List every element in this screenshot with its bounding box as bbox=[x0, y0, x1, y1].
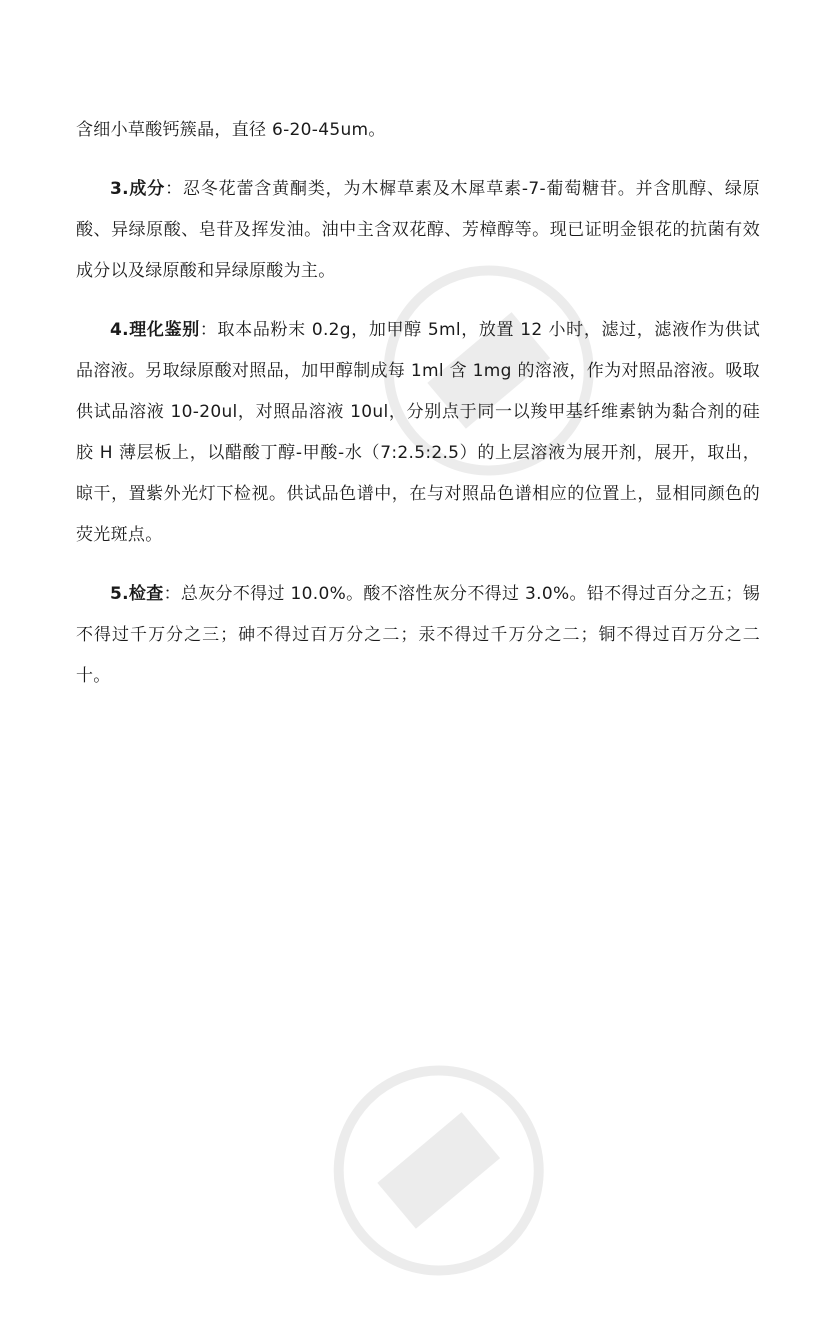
intro-paragraph: 含细小草酸钙簇晶，直径 6-20-45um。 bbox=[76, 120, 386, 140]
section-body: ：取本品粉末 0.2g，加甲醇 5ml，放置 12 小时，滤过，滤液作为供试品溶液。另取绿原酸对照品，加甲醇制成每 1ml 含 1mg 的溶液，作为对照品溶液。吸取供试品溶液 10-20ul，对照品溶液 10ul，分别点于同一以羧甲基纤维素钠为黏合剂的硅胶 H 薄层板上，以醋酸丁醇-甲酸-水（7:2.5:2.5）的上层溶液为展开剂，展开，取出，晾干，置紫外光灯下检视。供试品色谱中，在与对照品色谱相应的位置上，显相同颜色的荧光斑点。 bbox=[76, 320, 760, 545]
section-body: ：忍冬花蕾含黄酮类，为木樨草素及木犀草素-7-葡萄糖苷。并含肌醇、绿原酸、异绿原酸、皂苷及挥发油。油中主含双花醇、芳樟醇等。现已证明金银花的抗菌有效成分以及绿原酸和异绿原酸为主。 bbox=[76, 179, 760, 281]
section-inspection bbox=[76, 574, 760, 697]
watermark-circle-icon bbox=[284, 1015, 594, 1325]
section-ingredients bbox=[76, 169, 760, 292]
section-heading: 3.成分 bbox=[110, 179, 166, 199]
section-identification bbox=[76, 310, 760, 556]
section-heading: 5.检查 bbox=[110, 584, 164, 604]
section-heading: 4.理化鉴别 bbox=[110, 320, 200, 340]
document-body bbox=[76, 110, 760, 697]
section-body: ：总灰分不得过 10.0%。酸不溶性灰分不得过 3.0%。铅不得过百分之五；锡不得过千万分之三；砷不得过百万分之二；汞不得过千万分之二；铜不得过百万分之二十。 bbox=[76, 584, 760, 686]
watermark-seal-bottom bbox=[284, 1015, 597, 1328]
